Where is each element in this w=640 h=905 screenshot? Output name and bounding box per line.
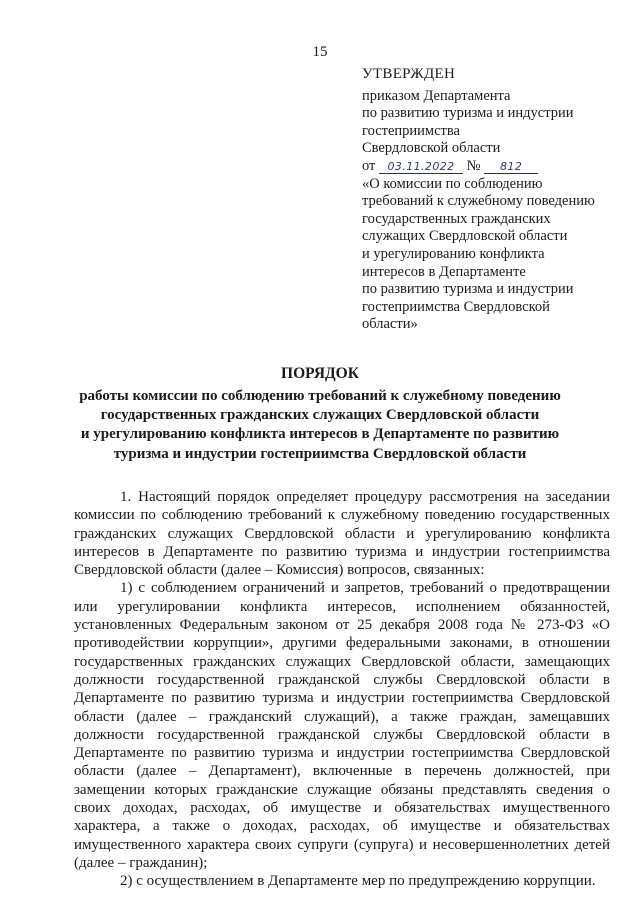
order-number-prefix: № (466, 157, 481, 174)
subject-line: государственных гражданских (362, 210, 551, 227)
order-line (362, 158, 622, 176)
approval-line: Свердловской области (362, 140, 501, 157)
subject-line: служащих Свердловской области (362, 228, 568, 245)
paragraph: 1. Настоящий порядок определяет процедуру рассмотрения на заседании комиссии по соблюдению требований к служебному поведению государственных гражданских служащих Свердловской области и урегулированию конфликта интересов в Департаменте по развитию туризма и индустрии гостеприимства Свердловской области (далее – Комиссия) вопросов, связанных: (74, 489, 610, 579)
document-body (74, 488, 610, 891)
order-date-handwritten: 03.11.2022 (379, 161, 463, 174)
subject-line: требований к служебному поведению (362, 193, 595, 210)
document-title: ПОРЯДОК (281, 365, 359, 382)
document-subtitle-line: работы комиссии по соблюдению требований к служебному поведению (79, 388, 561, 404)
paragraph: 1) с соблюдением ограничений и запретов, требований о предотвращении или урегулировании конфликта интересов, исполнением обязанностей, установленных Федеральным законом от 25 декабря 2008 года № 273-ФЗ «О противодействии коррупции», другими федеральными законами, в отношении государственных гражданских служащих Свердловской области, замещающих должности государственной гражданской службы Свердловской области в Департаменте по развитию туризма и индустрии гостеприимства Свердловской области (далее – гражданский служащий), а также граждан, замещавших должности государственной гражданской службы Свердловской области в Департаменте по развитию туризма и индустрии гостеприимства Свердловской области (далее – Департамент), включенные в перечень должностей, при замещении которых гражданские служащие обязаны представлять сведения о своих доходах, расходах, об имуществе и обязательствах имущественного характера, а также о доходах, расходах, об имуществе и обязательствах имущественного характера своих супруги (супруга) и несовершеннолетних детей (далее – гражданин); (74, 580, 610, 871)
subject-line: интересов в Департаменте (362, 263, 526, 280)
page-number: 15 (312, 44, 328, 60)
approval-line: по развитию туризма и индустрии (362, 105, 574, 122)
document-heading (0, 364, 640, 464)
document-subtitle-line: туризма и индустрии гостеприимства Свердловской области (113, 445, 527, 462)
subject-line: по развитию туризма и индустрии (362, 281, 574, 298)
document-subtitle-line: и урегулированию конфликта интересов в Департаменте по развитию (80, 426, 560, 443)
subject-line: и урегулированию конфликта (362, 245, 545, 262)
subject-line: области» (362, 316, 418, 333)
order-number-handwritten: 812 (484, 161, 538, 174)
subject-line: гостеприимства Свердловской (362, 298, 550, 315)
paragraph: 2) с осуществлением в Департаменте мер по предупреждению коррупции. (120, 873, 596, 890)
approval-line: гостеприимства (362, 122, 460, 139)
document-subtitle-line: государственных гражданских служащих Свердловской области (100, 407, 540, 424)
approval-title: УТВЕРЖДЕН (362, 66, 456, 82)
subject-line: «О комиссии по соблюдению (362, 175, 543, 192)
order-prefix: от (362, 157, 376, 174)
approval-block (362, 66, 622, 334)
approval-line: приказом Департамента (362, 87, 511, 104)
